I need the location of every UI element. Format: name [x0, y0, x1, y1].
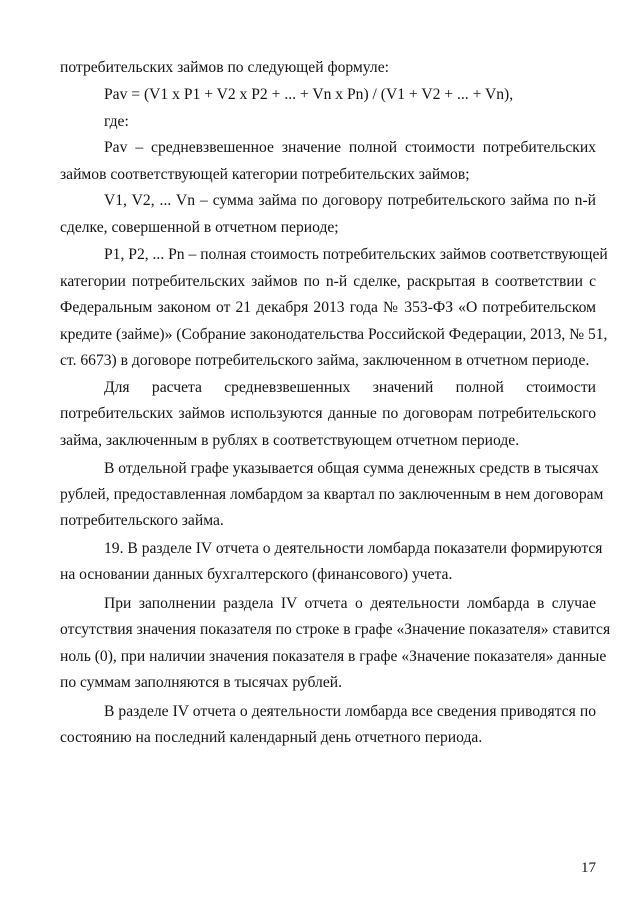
text-line: потребительских займов по следующей формуле: [60, 59, 389, 76]
text-line: на основании данных бухгалтерского (финансового) учета. [60, 566, 453, 583]
text-line: Федеральным законом от 21 декабря 2013 года № 353-ФЗ «О потребительском [60, 299, 596, 316]
text-line: рублей, предоставленная ломбардом за квартал по заключенным в нем договорам [60, 486, 604, 503]
text-line: отсутствия значения показателя по строке в графе «Значение показателя» ставится [60, 621, 611, 638]
text-line: где: [104, 113, 129, 130]
text-line: При заполнении раздела IV отчета о деятельности ломбарда в случае [104, 595, 596, 612]
formula-line: Pav = (V1 x P1 + V2 x P2 + ... + Vn x Pn) / (V1 + V2 + ... + Vn), [104, 86, 514, 103]
text-line: P1, P2, ... Pn – полная стоимость потребительских займов соответствующей [104, 246, 608, 263]
text-line: займов соответствующей категории потребительских займов; [60, 166, 470, 183]
text-line: V1, V2, ... Vn – сумма займа по договору потребительского займа по n-й [104, 192, 596, 209]
text-line: 19. В разделе IV отчета о деятельности ломбарда показатели формируются [104, 540, 603, 557]
text-line: по суммам заполняются в тысячах рублей. [60, 674, 342, 691]
text-line: В разделе IV отчета о деятельности ломбарда все сведения приводятся по [104, 703, 596, 720]
text-line: категории потребительских займов по n-й сделке, раскрытая в соответствии с [60, 273, 596, 290]
page-number: 17 [581, 860, 596, 876]
text-line: Для расчета средневзвешенных значений полной стоимости [104, 379, 596, 396]
text-line: ст. 6673) в договоре потребительского займа, заключенном в отчетном периоде. [60, 352, 590, 369]
text-line: ноль (0), при наличии значения показателя в графе «Значение показателя» данные [60, 648, 607, 665]
text-line: Pav – средневзвешенное значение полной стоимости потребительских [104, 139, 596, 156]
text-line: потребительского займа. [60, 512, 224, 529]
text-line: сделке, совершенной в отчетном периоде; [60, 219, 339, 236]
text-line: потребительских займов используются данные по договорам потребительского [60, 405, 596, 422]
text-line: займа, заключенным в рублях в соответствующем отчетном периоде. [60, 432, 520, 449]
text-line: кредите (займе)» (Собрание законодательства Российской Федерации, 2013, № 51, [60, 326, 608, 343]
text-line: состоянию на последний календарный день отчетного периода. [60, 729, 483, 746]
text-line: В отдельной графе указывается общая сумма денежных средств в тысячах [104, 460, 599, 477]
